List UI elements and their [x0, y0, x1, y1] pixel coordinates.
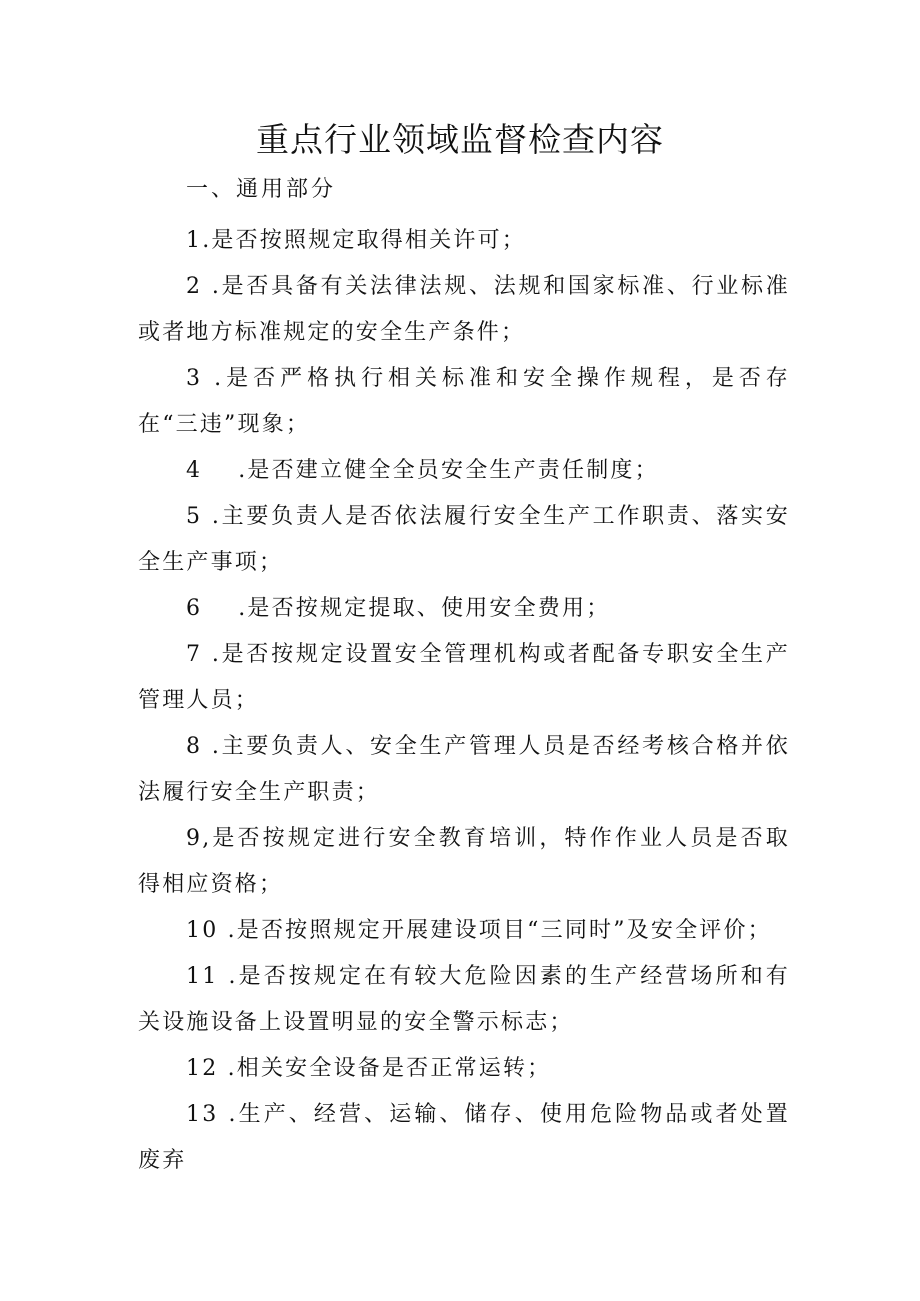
item-number: 2 .	[186, 274, 222, 299]
list-item	[138, 448, 790, 494]
list-item	[138, 908, 790, 954]
item-text: 是否具备有关法律法规、法规和国家标准、行业标准或者地方标准规定的安全生产条件；	[138, 274, 790, 345]
document-title: 重点行业领域监督检查内容	[256, 120, 664, 159]
list-item	[138, 816, 790, 908]
item-number: 3 .	[186, 366, 224, 391]
item-number: 7 .	[186, 642, 222, 667]
item-number: 9,	[186, 826, 212, 851]
item-text: 生产、经营、运输、储存、使用危险物品或者处置废弃	[138, 1102, 790, 1173]
item-text: 是否严格执行相关标准和安全操作规程，是否存在“三违”现象；	[138, 366, 790, 437]
item-number: 11 .	[186, 964, 238, 989]
item-text: 相关安全设备是否正常运转；	[236, 1056, 552, 1081]
list-item	[138, 218, 790, 264]
item-number: 6	[186, 596, 203, 621]
item-number: 8 .	[186, 734, 222, 759]
item-number: 1.	[186, 228, 212, 253]
item-text: 是否按规定在有较大危险因素的生产经营场所和有关设施设备上设置明显的安全警示标志；	[138, 964, 790, 1035]
item-number: 5 .	[186, 504, 222, 529]
item-number: 13 .	[186, 1102, 238, 1127]
item-text: 是否按照规定取得相关许可；	[211, 228, 526, 253]
list-item	[138, 954, 790, 1046]
list-item	[138, 586, 790, 632]
item-text: 主要负责人是否依法履行安全生产工作职责、落实安全生产事项；	[138, 504, 790, 575]
list-item	[138, 356, 790, 448]
item-text: .是否建立健全全员安全生产责任制度；	[238, 458, 659, 483]
list-item	[138, 1046, 790, 1092]
item-text: 是否按规定进行安全教育培训，特作作业人员是否取得相应资格；	[138, 826, 790, 897]
item-number: 10 .	[186, 918, 237, 943]
list-item	[138, 632, 790, 724]
item-number: 4	[186, 458, 203, 483]
list-item	[138, 264, 790, 356]
item-text: 主要负责人、安全生产管理人员是否经考核合格并依法履行安全生产职责；	[138, 734, 790, 805]
item-text: 是否按规定设置安全管理机构或者配备专职安全生产管理人员；	[138, 642, 790, 713]
list-item	[138, 1092, 790, 1184]
section-heading: 一、通用部分	[186, 177, 337, 202]
list-item	[138, 724, 790, 816]
item-text: 是否按照规定开展建设项目“三同时”及安全评价；	[236, 918, 772, 943]
item-text: .是否按规定提取、使用安全费用；	[238, 596, 611, 621]
item-number: 12 .	[186, 1056, 237, 1081]
item-list	[138, 218, 790, 1184]
list-item	[138, 494, 790, 586]
